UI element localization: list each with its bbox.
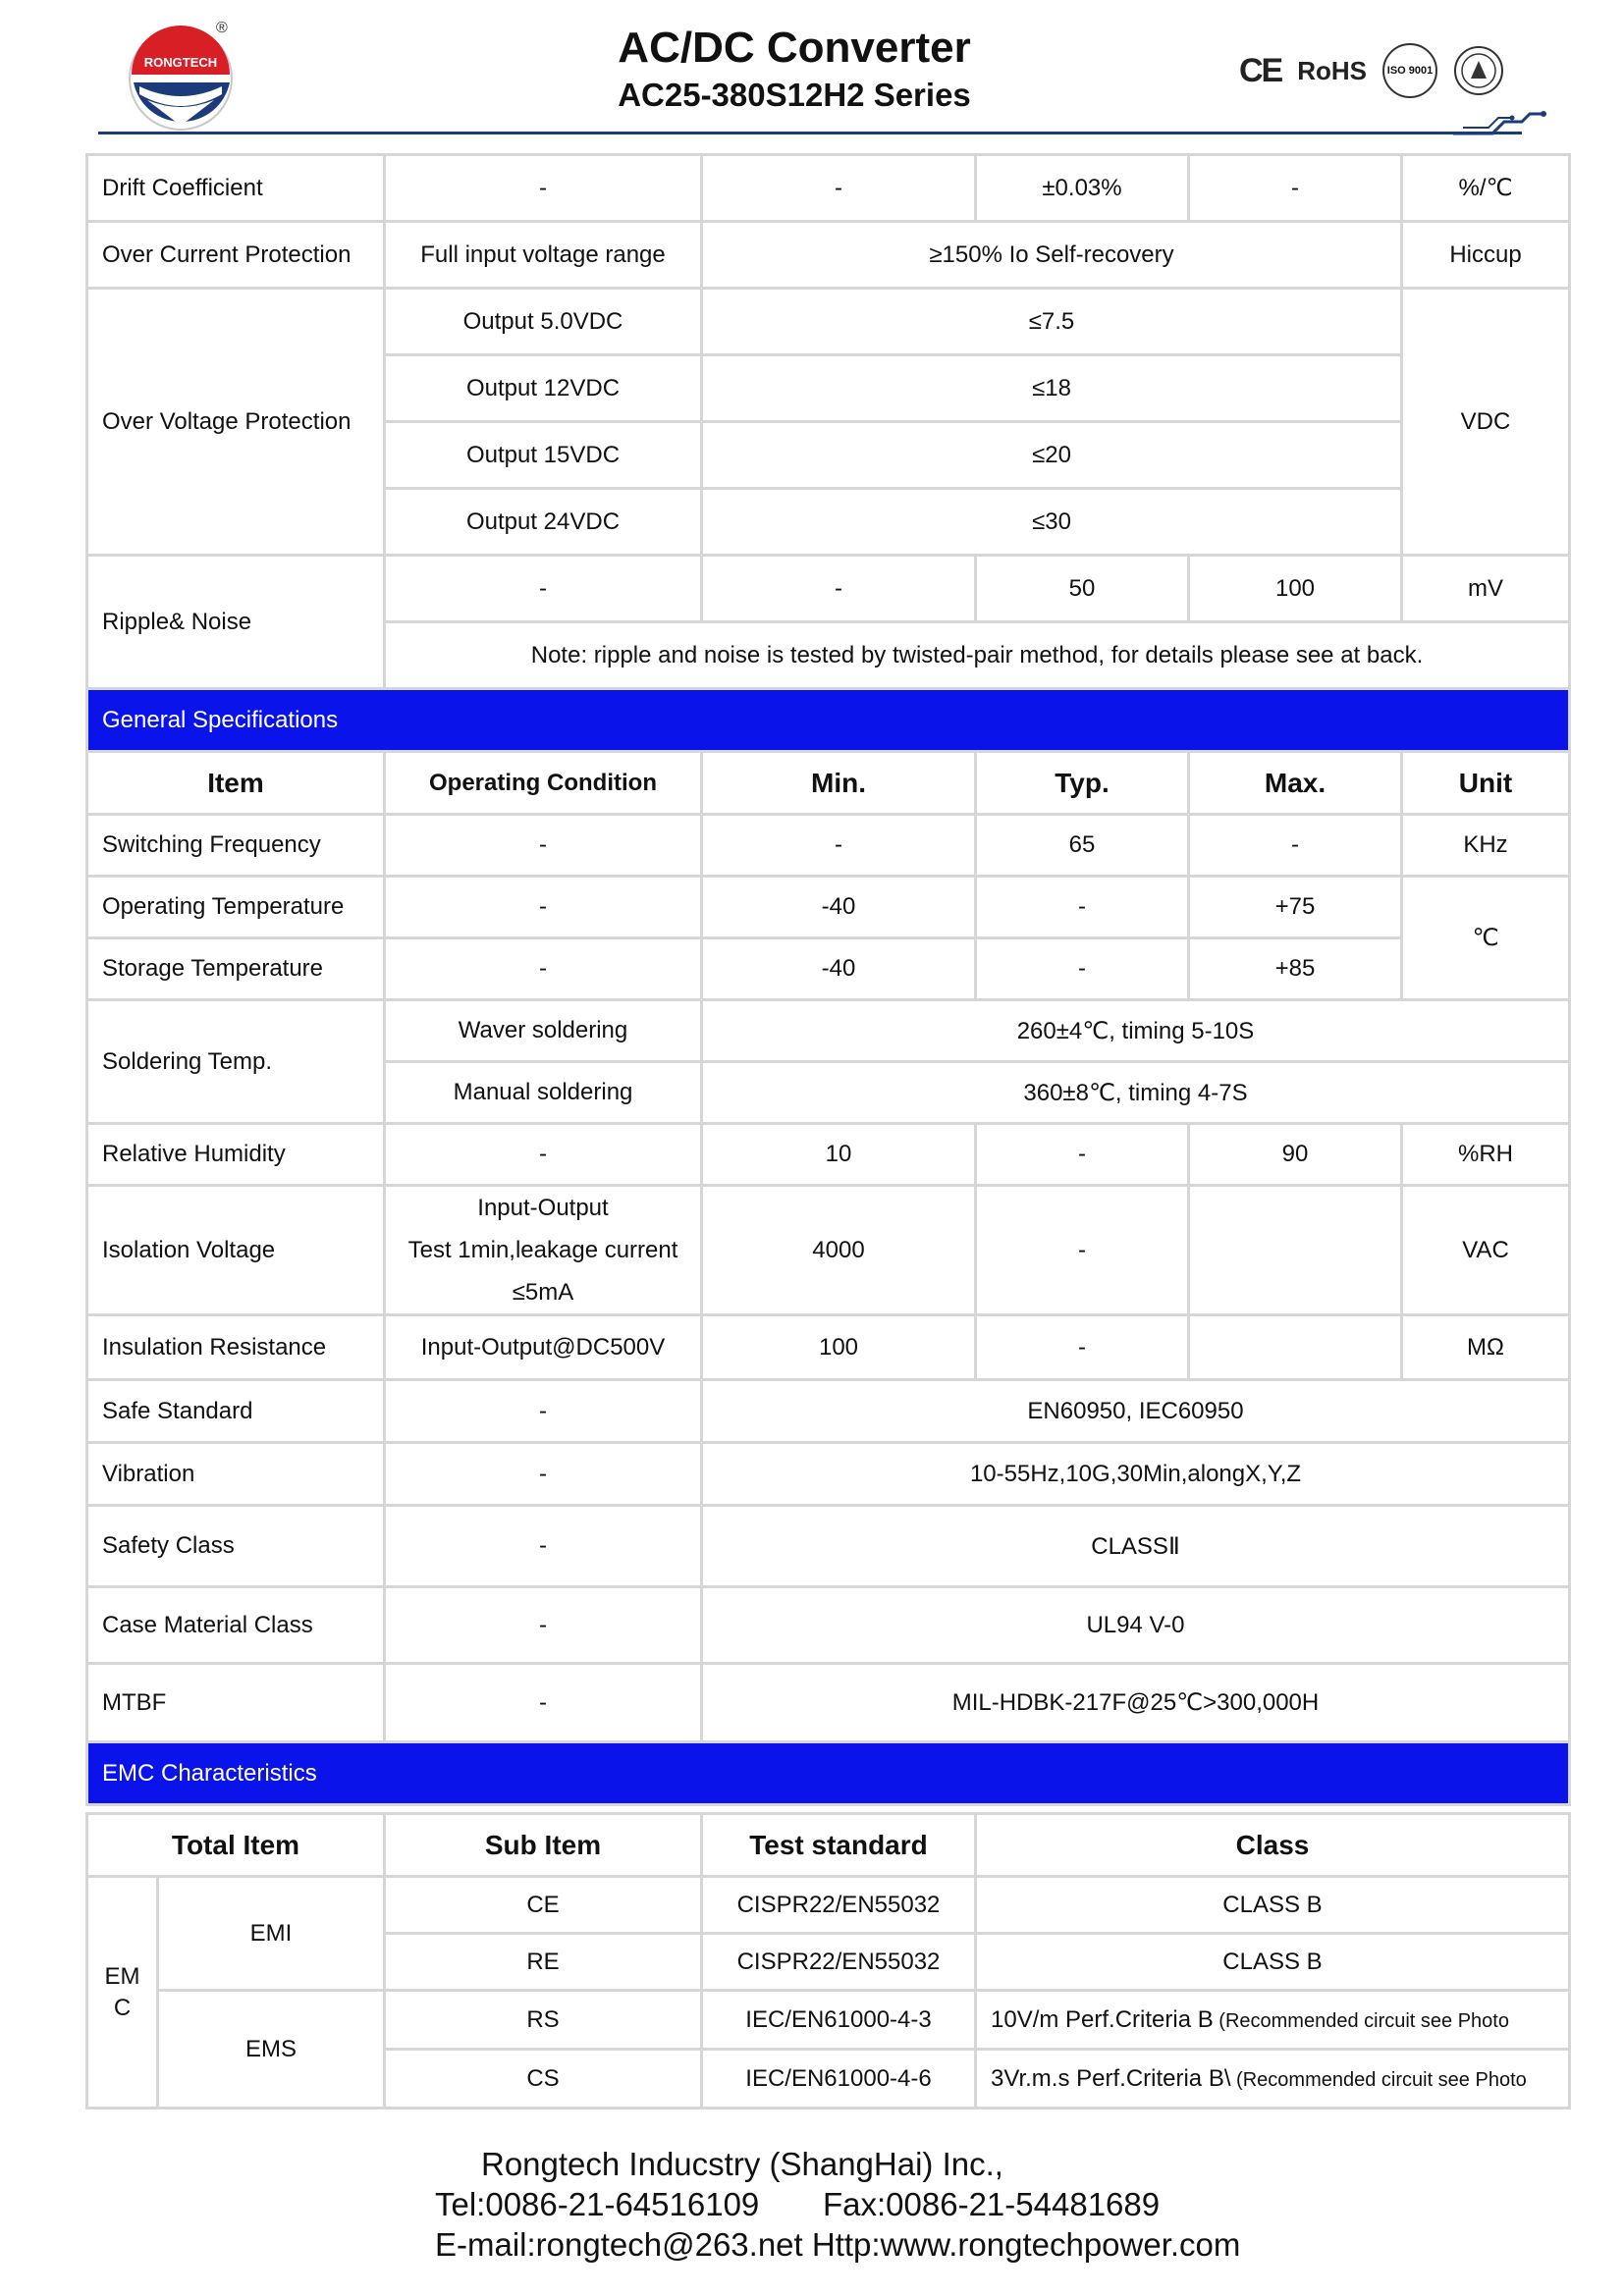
rohs-mark: RoHS bbox=[1297, 55, 1368, 85]
telephone: Tel:0086-21-64516109 bbox=[435, 2186, 760, 2222]
series-title: AC25-380S12H2 Series bbox=[618, 77, 971, 113]
table-row: Manual soldering 360±8℃, timing 4-7S bbox=[87, 1062, 1570, 1124]
table-row: EMS RS IEC/EN61000-4-3 10V/m Perf.Criteria B (Recommended circuit see Photo bbox=[87, 1991, 1570, 2050]
row-label: Over Voltage Protection bbox=[87, 289, 385, 556]
row-label: Over Current Protection bbox=[87, 222, 385, 289]
registered-mark: ® bbox=[216, 20, 228, 36]
table-row: Ripple& Noise - - 50 100 mV bbox=[87, 556, 1570, 622]
iso-seal-icon: ISO 9001 bbox=[1382, 43, 1437, 98]
row-label: Relative Humidity bbox=[87, 1124, 385, 1186]
circuit-trace-icon bbox=[1453, 110, 1547, 139]
table-row: Operating Temperature - -40 - +75 ℃ bbox=[87, 877, 1570, 938]
table-row: Case Material Class - UL94 V-0 bbox=[87, 1587, 1570, 1664]
column-header: Unit bbox=[1402, 752, 1570, 815]
table-row: RE CISPR22/EN55032 CLASS B bbox=[87, 1934, 1570, 1991]
row-label: Isolation Voltage bbox=[87, 1186, 385, 1315]
table-row: MTBF - MIL-HDBK-217F@25℃>300,000H bbox=[87, 1664, 1570, 1742]
column-header: Item bbox=[87, 752, 385, 815]
column-header: Class bbox=[976, 1814, 1570, 1877]
row-label: Operating Temperature bbox=[87, 877, 385, 938]
table-row: Drift Coefficient - - ±0.03% - %/℃ bbox=[87, 155, 1570, 222]
table-row: Safety Class - CLASSⅡ bbox=[87, 1506, 1570, 1587]
logo-text: RONGTECH bbox=[143, 55, 218, 70]
general-spec-heading: General Specifications bbox=[87, 689, 1570, 752]
table-row: Relative Humidity - 10 - 90 %RH bbox=[87, 1124, 1570, 1186]
table-header-row bbox=[87, 752, 1570, 815]
header-rule bbox=[98, 132, 1522, 134]
table-row: Output 15VDC ≤20 bbox=[87, 422, 1570, 489]
row-label: Storage Temperature bbox=[87, 938, 385, 1000]
table-row: Storage Temperature - -40 - +85 bbox=[87, 938, 1570, 1000]
ce-mark-icon: CE bbox=[1239, 51, 1282, 89]
emc-heading: EMC Characteristics bbox=[87, 1742, 1570, 1805]
document-title: AC/DC Converter bbox=[618, 24, 971, 72]
column-header: Test standard bbox=[702, 1814, 976, 1877]
table-row: Safe Standard - EN60950, IEC60950 bbox=[87, 1380, 1570, 1443]
row-label: Drift Coefficient bbox=[87, 155, 385, 222]
fax: Fax:0086-21-54481689 bbox=[823, 2186, 1161, 2222]
row-label: Switching Frequency bbox=[87, 815, 385, 877]
row-label: Safety Class bbox=[87, 1506, 385, 1587]
section-band bbox=[87, 1742, 1570, 1805]
emi-label: EMI bbox=[158, 1877, 385, 1991]
row-label: Safe Standard bbox=[87, 1380, 385, 1443]
emc-group-label: EMC bbox=[87, 1877, 158, 2109]
column-header: Total Item bbox=[87, 1814, 385, 1877]
column-header: Operating Condition bbox=[385, 752, 702, 815]
quality-seal-icon bbox=[1453, 45, 1504, 96]
ripple-note: Note: ripple and noise is tested by twisted-pair method, for details please see at back. bbox=[385, 622, 1570, 689]
certification-marks bbox=[1239, 43, 1504, 98]
table-row: Soldering Temp. Waver soldering 260±4℃, timing 5-10S bbox=[87, 1000, 1570, 1062]
table-row: Switching Frequency - - 65 - KHz bbox=[87, 815, 1570, 877]
table-row: EMC EMI CE CISPR22/EN55032 CLASS B bbox=[87, 1877, 1570, 1934]
ems-label: EMS bbox=[158, 1991, 385, 2109]
output-spec-table bbox=[85, 153, 1571, 1806]
section-band bbox=[87, 689, 1570, 752]
row-label: Ripple& Noise bbox=[87, 556, 385, 689]
table-row: Output 24VDC ≤30 bbox=[87, 489, 1570, 556]
row-label: Case Material Class bbox=[87, 1587, 385, 1664]
table-row: Insulation Resistance Input-Output@DC500V 100 - MΩ bbox=[87, 1315, 1570, 1380]
table-row: Over Current Protection Full input voltage range ≥150% Io Self-recovery Hiccup bbox=[87, 222, 1570, 289]
table-row: Isolation Voltage Input-Output Test 1min,leakage current ≤5mA 4000 - VAC bbox=[87, 1186, 1570, 1315]
column-header: Max. bbox=[1189, 752, 1402, 815]
row-label: Soldering Temp. bbox=[87, 1000, 385, 1124]
emc-table bbox=[85, 1812, 1571, 2109]
column-header: Typ. bbox=[976, 752, 1189, 815]
table-row: Over Voltage Protection Output 5.0VDC ≤7.5 VDC bbox=[87, 289, 1570, 355]
table-row: Output 12VDC ≤18 bbox=[87, 355, 1570, 422]
row-label: Vibration bbox=[87, 1443, 385, 1506]
email-website: E-mail:rongtech@263.net Http:www.rongtechpower.com bbox=[435, 2226, 1241, 2263]
column-header: Sub Item bbox=[385, 1814, 702, 1877]
company-name: Rongtech Inducstry (ShangHai) Inc., bbox=[481, 2146, 1003, 2182]
column-header: Min. bbox=[702, 752, 976, 815]
table-row: CS IEC/EN61000-4-6 3Vr.m.s Perf.Criteria B\ (Recommended circuit see Photo bbox=[87, 2050, 1570, 2109]
row-label: MTBF bbox=[87, 1664, 385, 1742]
row-label: Insulation Resistance bbox=[87, 1315, 385, 1380]
table-header-row bbox=[87, 1814, 1570, 1877]
table-row: Vibration - 10-55Hz,10G,30Min,alongX,Y,Z bbox=[87, 1443, 1570, 1506]
